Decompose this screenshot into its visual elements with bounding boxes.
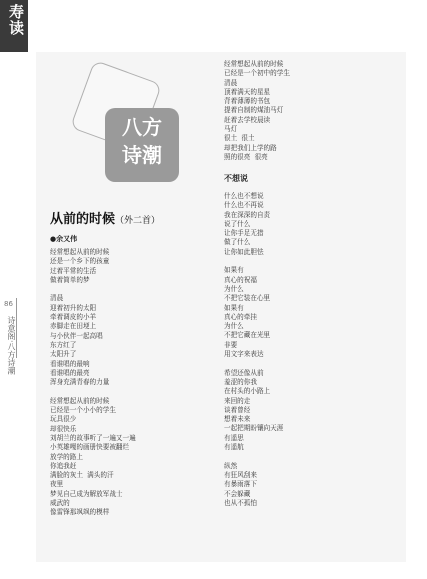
poem-line: 小英雄嘎的画册快要被翻烂 bbox=[50, 443, 130, 452]
poem-line: 一起把期盼镶向天涯 bbox=[224, 424, 284, 433]
poem-line: 为什么 bbox=[224, 322, 244, 331]
poem-line: 已经是一个初中的学生 bbox=[224, 69, 290, 78]
poem-line: 顶着满天的星星 bbox=[224, 87, 271, 96]
poem-line: 东方红了 bbox=[50, 340, 77, 349]
poem-line: 浑身充满青春的力量 bbox=[50, 378, 110, 387]
side-divider bbox=[16, 298, 17, 358]
poem-line: 想着未来 bbox=[224, 415, 251, 424]
poem-line: 非要 bbox=[224, 340, 238, 349]
poem-line: 夜里 bbox=[50, 480, 64, 489]
stanza-gap bbox=[224, 359, 283, 368]
poem-line: 让你手足无措 bbox=[224, 229, 264, 238]
poem-line: 威武的 bbox=[50, 499, 70, 508]
author-name: ●余又伟 bbox=[50, 235, 78, 243]
section-title: 不想说 bbox=[224, 174, 248, 183]
poem-line: 用文字来表达 bbox=[224, 350, 264, 359]
poem-line: 很土 很土 bbox=[224, 134, 255, 143]
stanza-gap bbox=[224, 452, 283, 461]
poem-line: 清晨 bbox=[224, 78, 238, 87]
poem-line: 赶着去学校晨读 bbox=[224, 115, 271, 124]
poem-line: 提着自制的煤油马灯 bbox=[224, 106, 284, 115]
poem-line: 满脸的灰土 满头的汗 bbox=[50, 471, 114, 480]
page-number: 86 bbox=[4, 300, 13, 308]
poem-left-column bbox=[50, 248, 136, 518]
poem-line: 在村头的小路上 bbox=[224, 387, 271, 396]
poem-title-sub: （外二首） bbox=[115, 216, 161, 226]
poem-line: 羞涩的你我 bbox=[224, 377, 257, 386]
poem-line: 却把我们上学的路 bbox=[224, 143, 277, 152]
poem-line: 赤脚走在田埂上 bbox=[50, 322, 97, 331]
poem-right-column-bottom bbox=[224, 192, 283, 508]
poem-line: 有狂风刮来 bbox=[224, 470, 257, 479]
poem-line: 希望还像从前 bbox=[224, 368, 264, 377]
poem-line: 经常想起从前的时候 bbox=[224, 60, 284, 68]
poem-line: 如果有 bbox=[224, 266, 244, 275]
column-title: 八方 诗潮 bbox=[122, 115, 162, 167]
magazine-logo: 寿读 bbox=[7, 4, 25, 36]
poem-line: 说了什么 bbox=[224, 219, 251, 228]
poem-line: 真心的祝福 bbox=[224, 275, 257, 284]
poem-line: 清晨 bbox=[50, 294, 64, 303]
poem-line: 不把它藏在光里 bbox=[224, 331, 271, 340]
section-label: 诗意阁·八方诗潮 bbox=[7, 316, 16, 375]
poem-line: 什么也不想说 bbox=[224, 192, 264, 200]
poem-line: 做了什么 bbox=[224, 238, 251, 247]
poem-line: 牵着调皮的小羊 bbox=[50, 313, 97, 322]
poem-line: 有遥航 bbox=[224, 443, 244, 452]
poem-line: 经常想起从前的时候 bbox=[50, 396, 110, 405]
poem-line: 放学的路上 bbox=[50, 452, 83, 461]
poem-line: 我在深深的自责 bbox=[224, 210, 271, 219]
poem-line: 已经是一个小小的学生 bbox=[50, 406, 116, 415]
poem-line: 刘胡兰的故事听了一遍又一遍 bbox=[50, 433, 136, 442]
stanza-gap bbox=[224, 257, 283, 266]
poem-line: 有遥思 bbox=[224, 433, 244, 442]
poem-line: 你追我赶 bbox=[50, 461, 77, 470]
poem-line: 为什么 bbox=[224, 284, 244, 293]
poem-line: 马灯 bbox=[224, 125, 238, 134]
poem-title bbox=[50, 208, 160, 227]
poem-line: 照的很亮 很亮 bbox=[224, 152, 268, 161]
poem-line: 不把它装在心里 bbox=[224, 294, 271, 303]
poem-line: 与小伙伴一起高唱 bbox=[50, 331, 103, 340]
poem-line: 让你如此胆怯 bbox=[224, 247, 264, 256]
poem-line: 却很快乐 bbox=[50, 424, 77, 433]
poem-line: 背着薄薄的书包 bbox=[224, 97, 271, 106]
poem-line: 如果有 bbox=[224, 303, 244, 312]
poem-line: 真心的牵挂 bbox=[224, 312, 257, 321]
poem-line: 玩具很少 bbox=[50, 415, 77, 424]
poem-line: 什么也不再说 bbox=[224, 201, 264, 210]
poem-line: 不会躲藏 bbox=[224, 489, 251, 498]
poem-line: 梦见自己成为解放军战士 bbox=[50, 489, 123, 498]
poem-right-column-top bbox=[224, 60, 290, 162]
poem-line: 过着平常的生活 bbox=[50, 266, 97, 275]
poem-line: 经常想起从前的时候 bbox=[50, 248, 110, 256]
poem-line: 来回的走 bbox=[224, 396, 251, 405]
poem-line: 看谁唱的最响 bbox=[50, 359, 90, 368]
poem-title-main: 从前的时候 bbox=[50, 212, 116, 227]
poem-line: 太阳升了 bbox=[50, 350, 77, 359]
stanza-gap bbox=[50, 387, 136, 396]
poem-line: 像雷锋那飒飒的模样 bbox=[50, 508, 110, 517]
poem-line: 看谁唱的最亮 bbox=[50, 368, 90, 377]
poem-line: 有暴雨落下 bbox=[224, 480, 257, 489]
poem-line: 纵然 bbox=[224, 461, 238, 470]
poem-line: 谈着曾经 bbox=[224, 405, 251, 414]
poem-line: 做着简单的梦 bbox=[50, 275, 90, 284]
poem-line: 迎着初升的太阳 bbox=[50, 303, 97, 312]
poem-line: 还是一个乡下的孩童 bbox=[50, 257, 110, 266]
poem-line: 也从不孤怕 bbox=[224, 498, 257, 507]
header-strip bbox=[0, 0, 28, 52]
